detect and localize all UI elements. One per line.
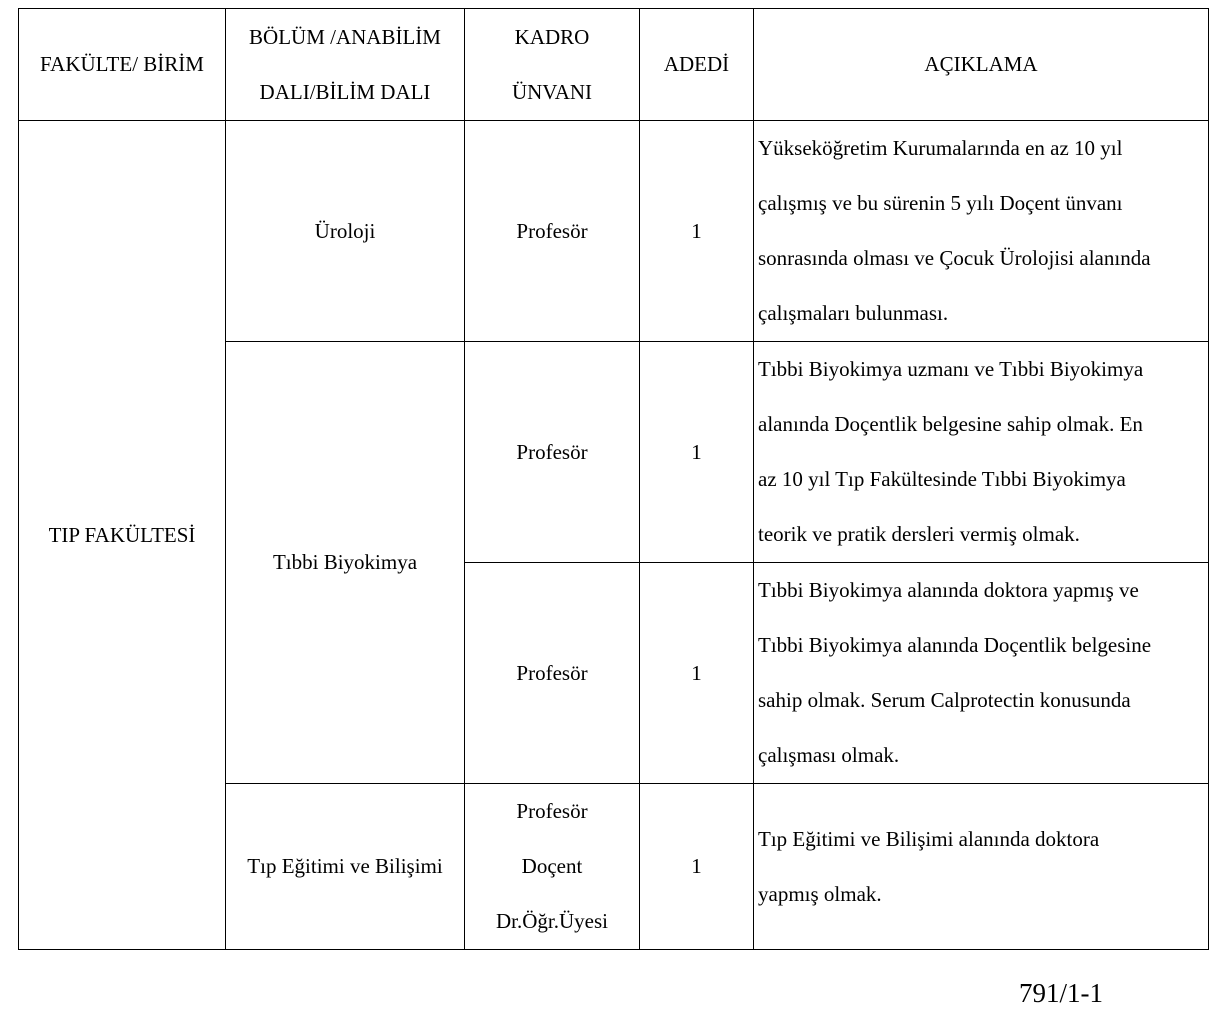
- count-cell: [640, 121, 754, 342]
- header-department: [226, 9, 465, 121]
- description-line: teorik ve pratik dersleri vermiş olmak.: [758, 522, 1080, 546]
- title-line: Dr.Öğr.Üyesi: [496, 909, 608, 933]
- header-faculty-label: FAKÜLTE/ BİRİM: [40, 52, 204, 76]
- description-line: Tıbbi Biyokimya uzmanı ve Tıbbi Biyokimya: [758, 357, 1144, 381]
- description-line: çalışması olmak.: [758, 743, 900, 767]
- header-description: [754, 9, 1209, 121]
- department-label: Tıp Eğitimi ve Bilişimi: [247, 854, 443, 878]
- description-line: sonrasında olması ve Çocuk Ürolojisi alanında: [758, 246, 1151, 270]
- count-label: 1: [691, 854, 702, 878]
- description-line: sahip olmak. Serum Calprotectin konusunda: [758, 688, 1131, 712]
- header-department-line1: BÖLÜM /ANABİLİM: [249, 24, 441, 49]
- description-line: az 10 yıl Tıp Fakültesinde Tıbbi Biyokimya: [758, 467, 1126, 491]
- department-label: Tıbbi Biyokimya: [272, 550, 418, 574]
- title-cell: [465, 784, 640, 950]
- header-row: [19, 9, 1209, 121]
- count-label: 1: [691, 218, 702, 243]
- header-count-label: ADEDİ: [663, 52, 730, 76]
- department-cell: [226, 784, 465, 950]
- header-title: [465, 9, 640, 121]
- department-cell: [226, 342, 465, 784]
- description-line: Yükseköğretim Kurumalarında en az 10 yıl: [758, 136, 1123, 160]
- title-label: Profesör: [516, 660, 588, 685]
- faculty-label: TIP FAKÜLTESİ: [48, 522, 196, 547]
- faculty-cell: [19, 121, 226, 950]
- description-line: Tıbbi Biyokimya alanında doktora yapmış ve: [758, 578, 1139, 602]
- description-line: çalışmaları bulunması.: [758, 301, 949, 325]
- title-cell: [465, 563, 640, 784]
- count-label: 1: [691, 660, 702, 685]
- page-reference: 791/1-1: [1019, 978, 1103, 1008]
- title-cell: [465, 342, 640, 563]
- description-line: Tıp Eğitimi ve Bilişimi alanında doktora: [758, 826, 1100, 851]
- header-title-line1: KADRO: [514, 24, 590, 49]
- header-count: [640, 9, 754, 121]
- title-label: Profesör: [516, 439, 588, 464]
- header-title-line2: ÜNVANI: [511, 79, 593, 104]
- description-cell: [754, 563, 1209, 784]
- description-cell: [754, 342, 1209, 563]
- title-label: Profesör: [516, 218, 588, 243]
- description-line: Tıbbi Biyokimya alanında Doçentlik belgesine: [758, 633, 1152, 657]
- count-cell: [640, 342, 754, 563]
- count-cell: [640, 563, 754, 784]
- title-cell: [465, 121, 640, 342]
- count-cell: [640, 784, 754, 950]
- title-line: Doçent: [521, 854, 583, 878]
- header-description-label: AÇIKLAMA: [924, 52, 1038, 76]
- description-line: alanında Doçentlik belgesine sahip olmak. En: [758, 412, 1143, 436]
- count-label: 1: [691, 439, 702, 464]
- description-cell: [754, 784, 1209, 950]
- table-row: [19, 121, 1209, 342]
- description-line: yapmış olmak.: [758, 881, 882, 906]
- description-cell: [754, 121, 1209, 342]
- header-department-line2: DALI/BİLİM DALI: [259, 79, 431, 104]
- title-line: Profesör: [516, 799, 588, 823]
- description-line: çalışmış ve bu sürenin 5 yılı Doçent ünvanı: [758, 191, 1123, 215]
- header-faculty: [19, 9, 226, 121]
- department-label: Üroloji: [314, 218, 376, 243]
- department-cell: [226, 121, 465, 342]
- staff-positions-table: [18, 8, 1209, 950]
